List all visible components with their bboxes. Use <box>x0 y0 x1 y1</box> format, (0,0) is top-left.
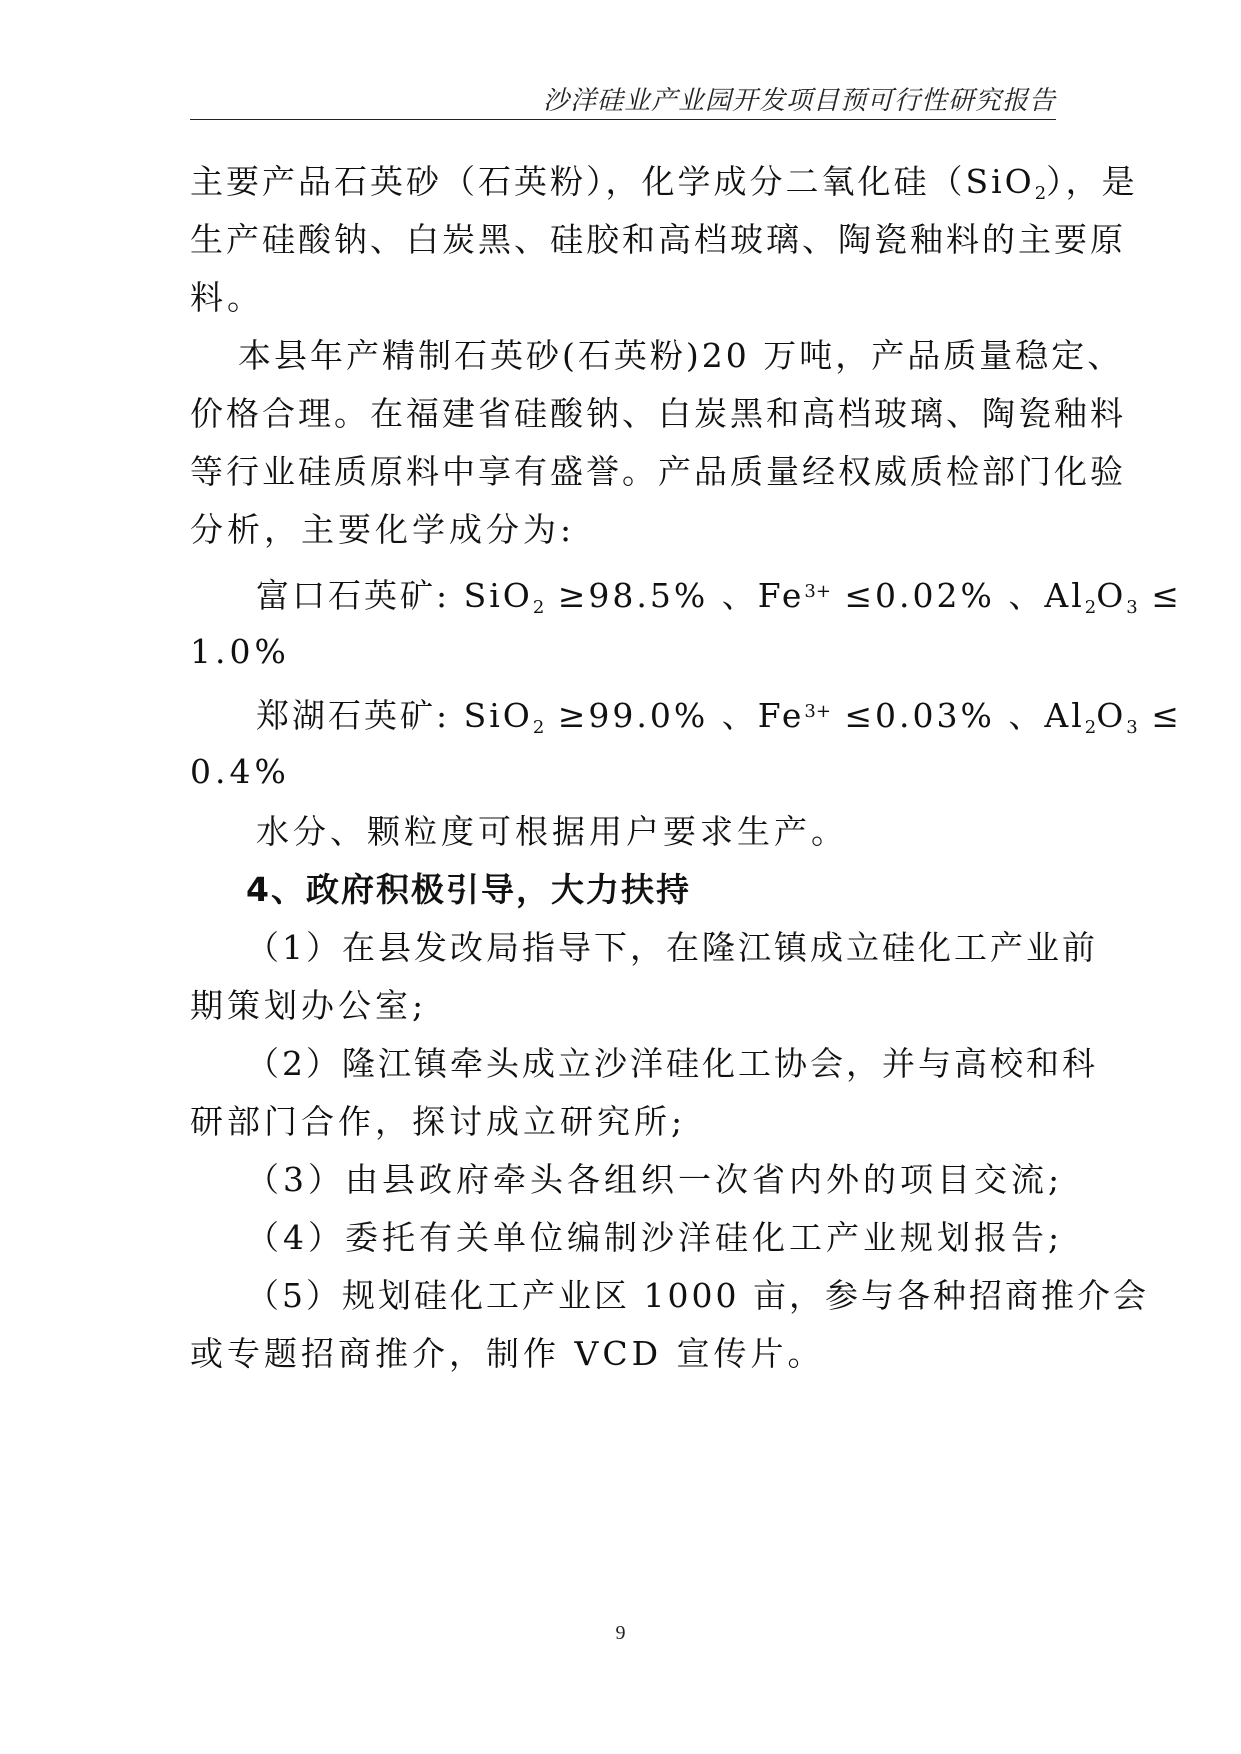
subscript: 2 <box>1084 717 1097 738</box>
text-run: ≤ <box>1137 696 1182 735</box>
text-run: ≤ <box>1137 576 1182 615</box>
subscript: 3 <box>1126 597 1138 618</box>
subscript: 2 <box>1034 183 1047 204</box>
paragraph-products-line-1 <box>190 160 1138 216</box>
zhenghu-composition-continued: 0.4% <box>190 752 290 791</box>
fukou-composition-continued: 1.0% <box>190 632 290 671</box>
item-1-line-1: （1）在县发改局指导下，在隆江镇成立硅化工产业前 <box>246 928 1098 967</box>
text-run: O <box>1096 576 1127 615</box>
item-2-line-1: （2）隆江镇牵头成立沙洋硅化工协会，并与高校和科 <box>246 1044 1098 1083</box>
superscript: 3+ <box>804 581 831 602</box>
text-run: O <box>1096 696 1127 735</box>
fukou-composition-line <box>256 570 1182 630</box>
text-run: 郑湖石英矿: SiO <box>256 696 533 735</box>
item-5-line-2: 或专题招商推介，制作 VCD 宣传片。 <box>190 1334 825 1373</box>
paragraph-output-line-3: 等行业硅质原料中享有盛誉。产品质量经权威质检部门化验 <box>190 452 1126 491</box>
section-4-heading: 4、政府积极引导，大力扶持 <box>246 870 691 909</box>
subscript: 2 <box>532 717 545 738</box>
paragraph-products-line-3: 料。 <box>190 278 264 317</box>
superscript: 3+ <box>804 701 831 722</box>
text-run: ≤0.03% 、Al <box>830 696 1085 735</box>
zhenghu-composition-line <box>256 690 1182 750</box>
text-run: ≤0.02% 、Al <box>830 576 1085 615</box>
item-4-line-1: （4）委托有关单位编制沙洋硅化工产业规划报告; <box>246 1218 1064 1257</box>
running-header: 沙洋硅业产业园开发项目预可行性研究报告 <box>542 86 1056 116</box>
subscript: 3 <box>1126 717 1138 738</box>
paragraph-output-line-4: 分析，主要化学成分为: <box>190 510 576 549</box>
subscript: 2 <box>532 597 545 618</box>
header-rule <box>190 119 1056 120</box>
subscript: 2 <box>1084 597 1097 618</box>
moisture-note: 水分、颗粒度可根据用户要求生产。 <box>256 812 848 851</box>
text-run: 富口石英矿: SiO <box>256 576 533 615</box>
text-run: ），是 <box>1046 162 1138 201</box>
text-run: 主要产品石英砂（石英粉），化学成分二氧化硅（SiO <box>190 162 1035 201</box>
paragraph-output-line-1: 本县年产精制石英砂(石英粉)20 万吨，产品质量稳定、 <box>238 336 1124 375</box>
item-2-line-2: 研部门合作，探讨成立研究所; <box>190 1102 687 1141</box>
item-3-line-1: （3）由县政府牵头各组织一次省内外的项目交流; <box>246 1160 1064 1199</box>
page-number: 9 <box>615 1622 626 1644</box>
text-run: ≥99.0% 、Fe <box>544 696 805 735</box>
item-1-line-2: 期策划办公室; <box>190 986 428 1025</box>
paragraph-output-line-2: 价格合理。在福建省硅酸钠、白炭黑和高档玻璃、陶瓷釉料 <box>190 394 1126 433</box>
item-5-line-1: （5）规划硅化工产业区 1000 亩，参与各种招商推介会 <box>246 1276 1149 1315</box>
paragraph-products-line-2: 生产硅酸钠、白炭黑、硅胶和高档玻璃、陶瓷釉料的主要原 <box>190 220 1126 259</box>
text-run: ≥98.5% 、Fe <box>544 576 805 615</box>
